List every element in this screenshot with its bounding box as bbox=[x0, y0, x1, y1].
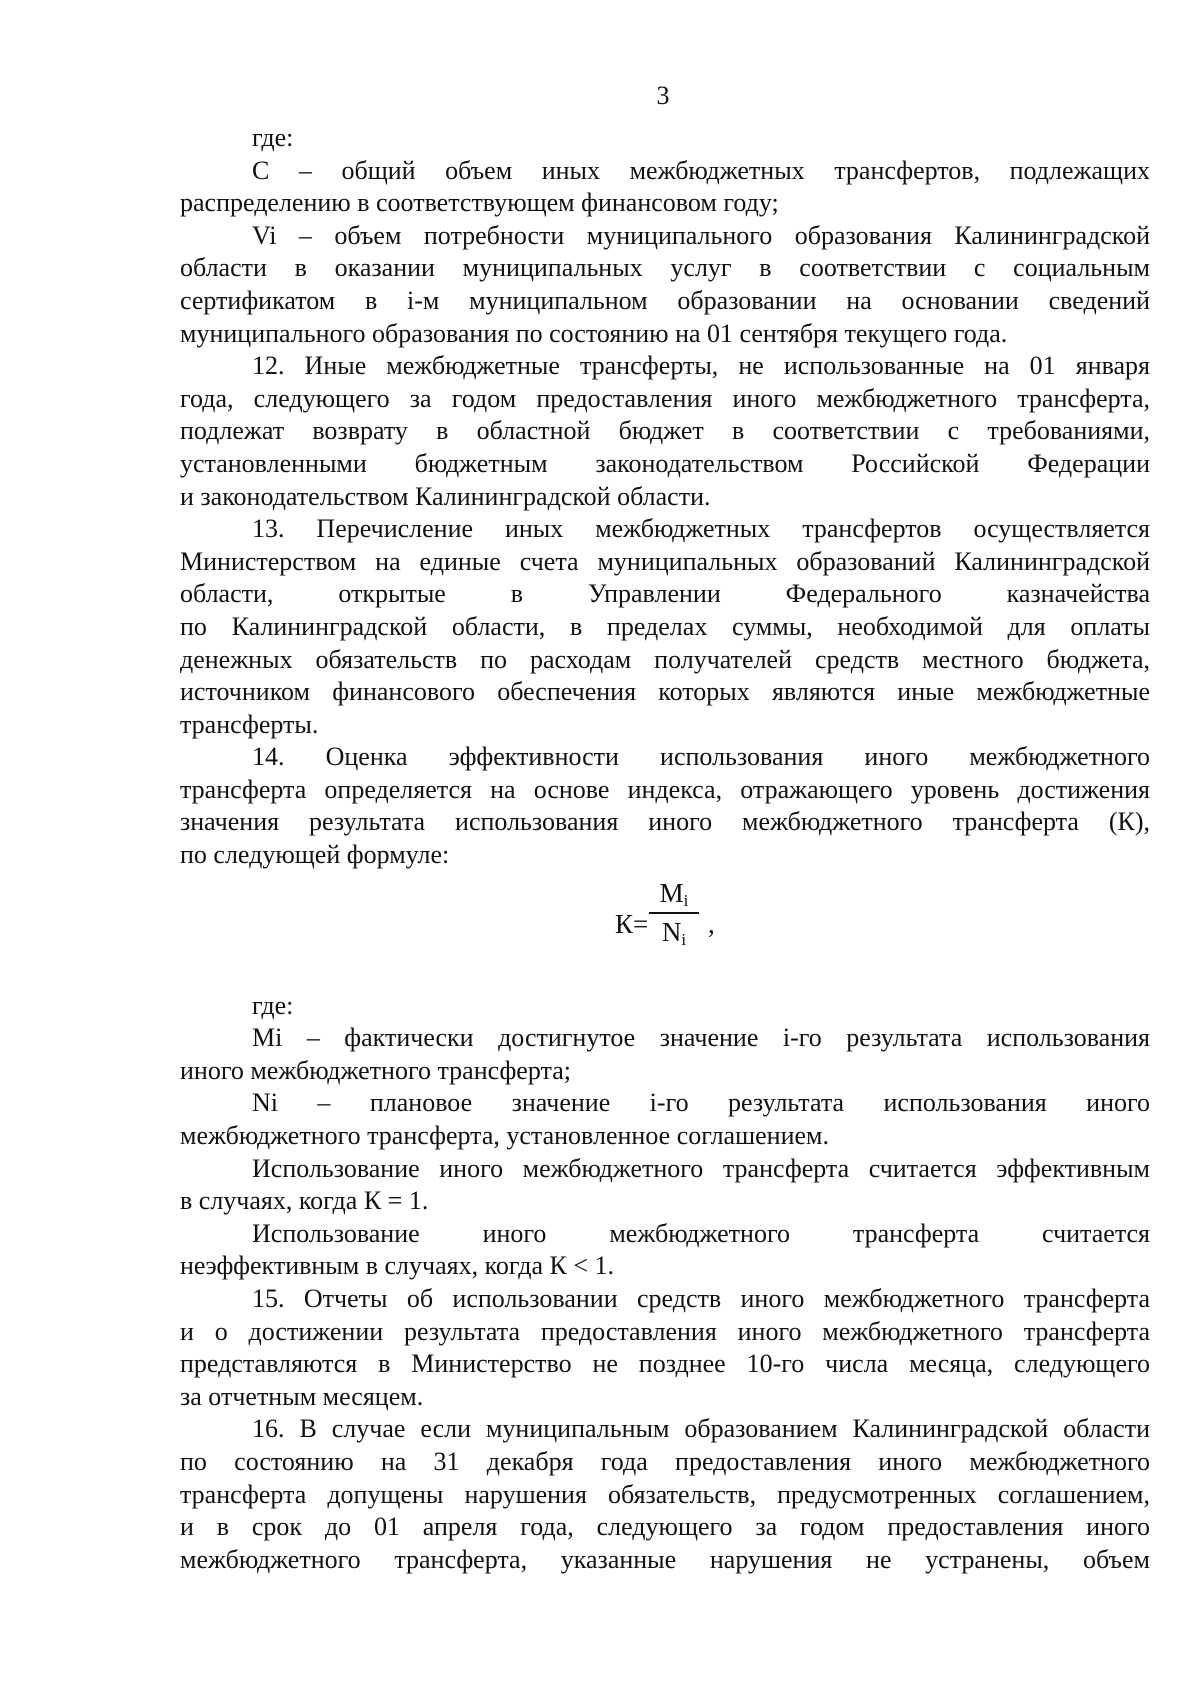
page-number: 3 bbox=[656, 81, 670, 110]
denominator-symbol: N bbox=[661, 916, 682, 947]
denominator-subscript: i bbox=[681, 929, 687, 949]
text-line: где: bbox=[252, 990, 294, 1020]
text-line: С – общий объем иных межбюджетных трансфертов, подлежащих bbox=[252, 155, 1150, 185]
text-line: Использование иного межбюджетного трансферта считается bbox=[252, 1218, 1150, 1248]
text-line: 13. Перечисление иных межбюджетных трансфертов осуществляется bbox=[252, 514, 1150, 544]
text-block-before-formula bbox=[180, 122, 1150, 872]
text-line: денежных обязательств по расходам получателей средств местного бюджета, bbox=[180, 644, 1150, 674]
document-body bbox=[180, 122, 1150, 1576]
text-line: по состоянию на 31 декабря года предоставления иного межбюджетного bbox=[180, 1446, 1150, 1476]
text-line: области, открытые в Управлении Федерального казначейства bbox=[180, 579, 1150, 609]
text-line: года, следующего за годом предоставления иного межбюджетного трансферта, bbox=[180, 383, 1150, 413]
text-line: межбюджетного трансферта, указанные нарушения не устранены, объем bbox=[180, 1544, 1150, 1574]
text-block-after-formula bbox=[180, 990, 1150, 1577]
text-line: Vi – объем потребности муниципального образования Калининградской bbox=[252, 220, 1150, 250]
text-line: неэффективным в случаях, когда К < 1. bbox=[180, 1251, 615, 1281]
text-line: распределению в соответствующем финансовом году; bbox=[180, 188, 779, 218]
text-line: источником финансового обеспечения которых являются иные межбюджетные bbox=[180, 677, 1150, 707]
fraction-bar bbox=[649, 912, 699, 914]
formula-numerator bbox=[649, 876, 699, 910]
text-line: по Калининградской области, в пределах суммы, необходимой для оплаты bbox=[180, 611, 1150, 641]
numerator-subscript: i bbox=[683, 890, 689, 910]
text-line: установленными бюджетным законодательством Российской Федерации bbox=[180, 448, 1150, 478]
formula-denominator bbox=[649, 915, 699, 949]
text-line: 12. Иные межбюджетные трансферты, не использованные на 01 января bbox=[252, 351, 1150, 381]
text-line: 16. В случае если муниципальным образованием Калининградской области bbox=[252, 1414, 1150, 1444]
text-line: трансферта определяется на основе индекса, отражающего уровень достижения bbox=[180, 774, 1150, 804]
text-line: и о достижении результата предоставления иного межбюджетного трансферта bbox=[180, 1316, 1150, 1346]
text-line: в случаях, когда К = 1. bbox=[180, 1186, 429, 1216]
text-line: по следующей формуле: bbox=[180, 840, 450, 870]
formula-fraction bbox=[649, 876, 699, 949]
text-line: трансферты. bbox=[180, 709, 319, 739]
text-line: 14. Оценка эффективности использования иного межбюджетного bbox=[252, 742, 1150, 772]
text-line: Mi – фактически достигнутое значение i-го результата использования bbox=[252, 1023, 1150, 1053]
text-line: и законодательством Калининградской области. bbox=[180, 481, 711, 511]
text-line: и в срок до 01 апреля года, следующего за годом предоставления иного bbox=[180, 1512, 1150, 1542]
text-line: межбюджетного трансферта, установленное соглашением. bbox=[180, 1121, 829, 1151]
text-line: Ni – плановое значение i-го результата использования иного bbox=[252, 1088, 1150, 1118]
text-line: значения результата использования иного межбюджетного трансферта (К), bbox=[180, 807, 1150, 837]
text-line: муниципального образования по состоянию на 01 сентября текущего года. bbox=[180, 318, 1008, 348]
text-line: подлежат возврату в областной бюджет в соответствии с требованиями, bbox=[180, 416, 1150, 446]
text-line: Использование иного межбюджетного трансферта считается эффективным bbox=[252, 1153, 1150, 1183]
text-line: сертификатом в i-м муниципальном образовании на основании сведений bbox=[180, 285, 1150, 315]
formula-lhs: К= bbox=[615, 908, 649, 939]
text-line: Министерством на единые счета муниципальных образований Калининградской bbox=[180, 546, 1150, 576]
formula-comma: , bbox=[708, 908, 715, 939]
text-line: иного межбюджетного трансферта; bbox=[180, 1055, 571, 1085]
text-line: трансферта допущены нарушения обязательств, предусмотренных соглашением, bbox=[180, 1479, 1150, 1509]
formula-k bbox=[180, 872, 1150, 990]
text-line: 15. Отчеты об использовании средств иного межбюджетного трансферта bbox=[252, 1284, 1150, 1313]
text-line: представляются в Министерство не позднее 10-го числа месяца, следующего bbox=[180, 1349, 1150, 1379]
numerator-symbol: M bbox=[659, 877, 684, 908]
text-line: где: bbox=[252, 123, 294, 152]
text-line: области в оказании муниципальных услуг в соответствии с социальным bbox=[180, 253, 1150, 283]
text-line: за отчетным месяцем. bbox=[180, 1381, 424, 1411]
